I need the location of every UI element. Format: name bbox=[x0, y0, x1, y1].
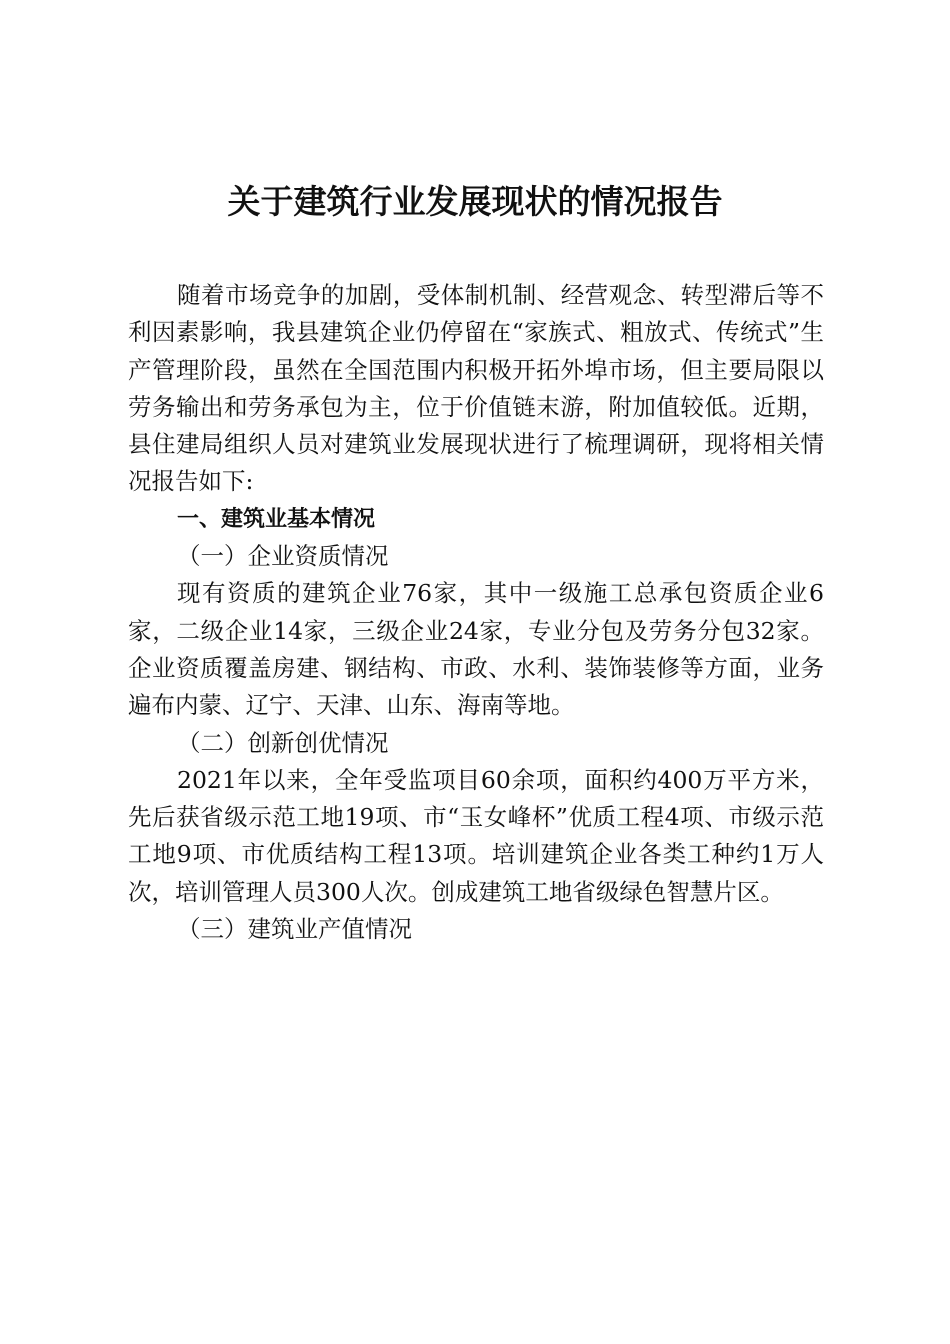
subsection-heading-output-value: （三）建筑业产值情况 bbox=[177, 915, 412, 944]
intro-paragraph: 随着市场竞争的加剧，受体制机制、经营观念、转型滞后等不利因素影响，我县建筑企业仍停留在“家族式、粗放式、传统式”生产管理阶段，虽然在全国范围内积极开拓外埠市场，但主要局限以劳务输出和劳务承包为主，位于价值链末游，附加值较低。近期，县住建局组织人员对建筑业发展现状进行了梳理调研，现将相关情况报告如下: bbox=[128, 281, 824, 496]
document-title: 关于建筑行业发展现状的情况报告 bbox=[227, 182, 723, 221]
innovation-paragraph: 2021年以来，全年受监项目60余项，面积约400万平方米，先后获省级示范工地19项、市“玉女峰杯”优质工程4项、市级示范工地9项、市优质结构工程13项。培训建筑企业各类工种约1万人次，培训管理人员300人次。创成建筑工地省级绿色智慧片区。 bbox=[128, 765, 824, 906]
subsection-heading-qualification: （一）企业资质情况 bbox=[177, 542, 389, 571]
qualification-paragraph: 现有资质的建筑企业76家，其中一级施工总承包资质企业6家，二级企业14家，三级企业24家，专业分包及劳务分包32家。企业资质覆盖房建、钢结构、市政、水利、装饰装修等方面，业务遍布内蒙、辽宁、天津、山东、海南等地。 bbox=[128, 579, 824, 720]
section-heading-basic-situation: 一、建筑业基本情况 bbox=[177, 506, 376, 532]
subsection-heading-innovation: （二）创新创优情况 bbox=[177, 728, 389, 757]
document-body bbox=[128, 277, 824, 948]
